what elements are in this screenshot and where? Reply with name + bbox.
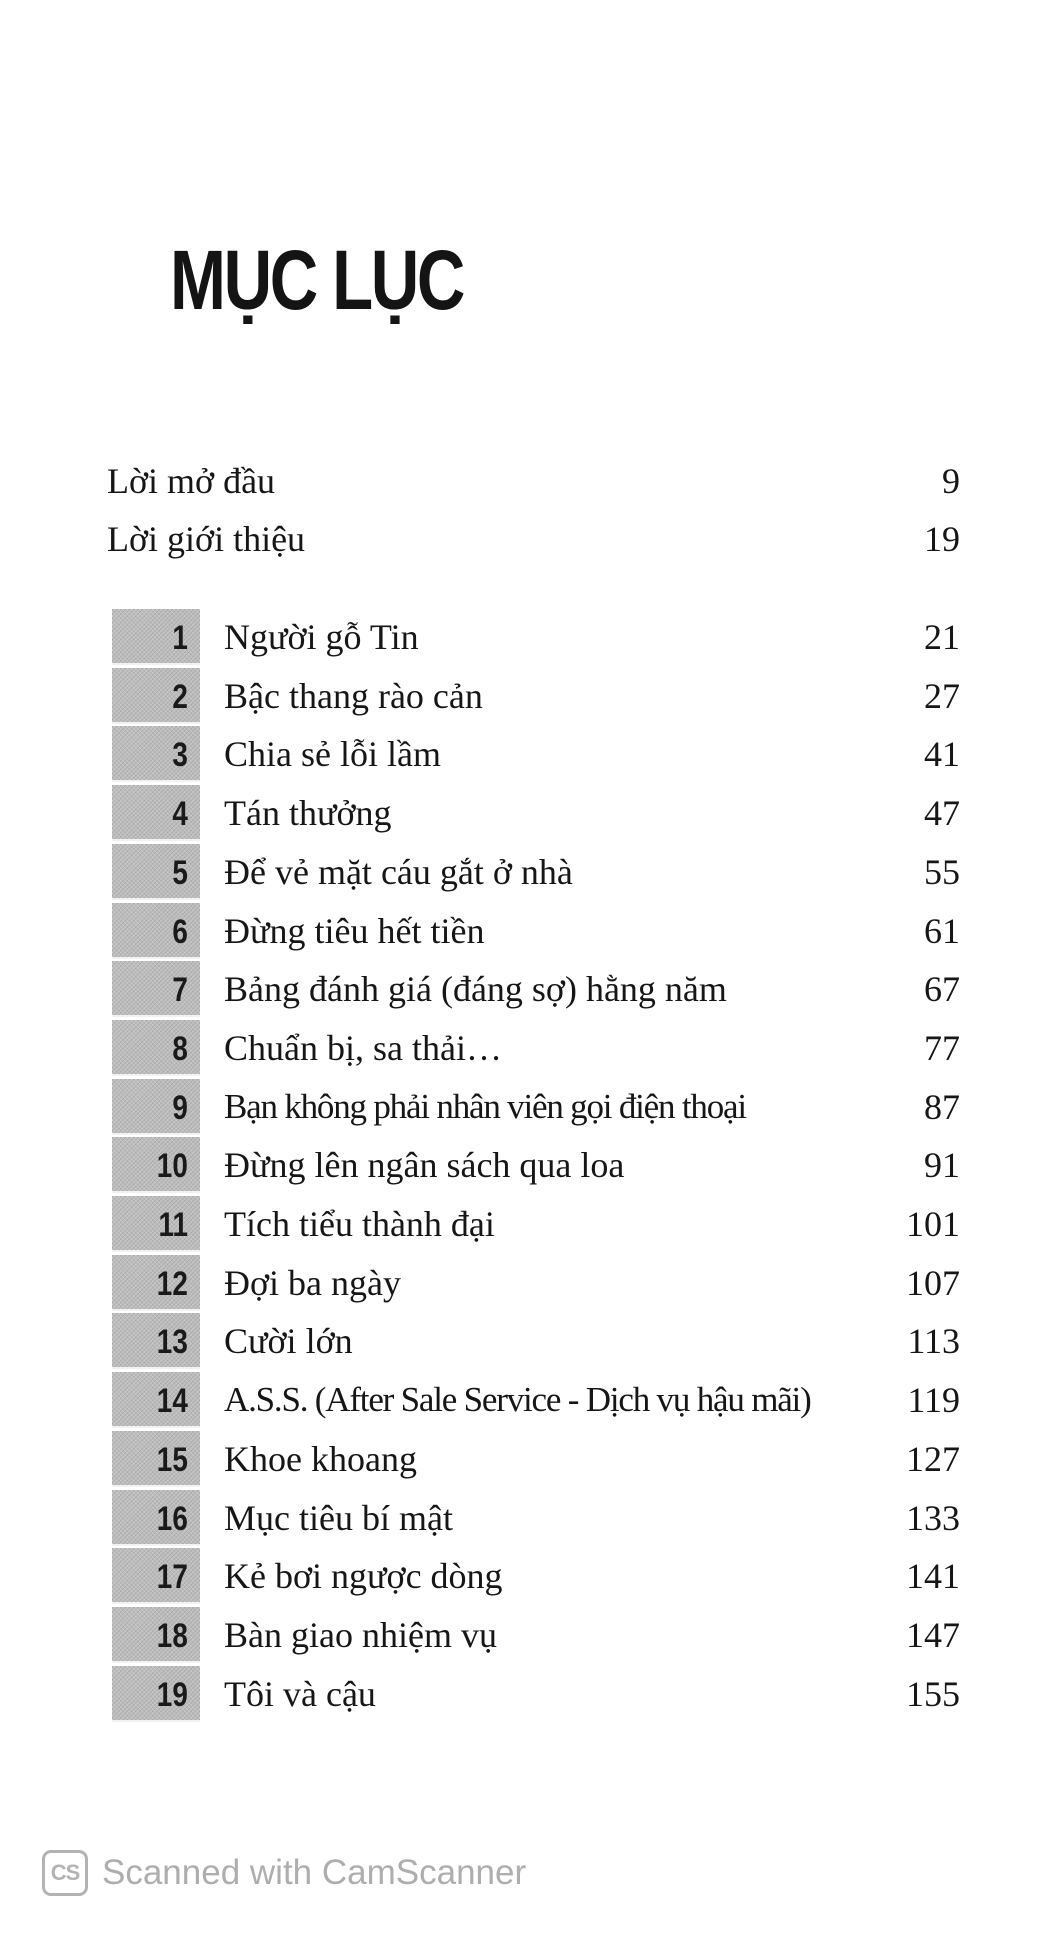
chapter-number-box [112,1666,200,1722]
toc-chapter-row[interactable] [112,1255,960,1311]
chapter-number-box [112,1079,200,1135]
chapter-number-box [112,1196,200,1252]
toc-page-number: 133 [906,1498,960,1538]
chapter-number: 16 [156,1500,188,1538]
toc-page-number: 21 [924,617,960,657]
toc-page-number: 155 [906,1674,960,1714]
chapter-title: Chuẩn bị, sa thải… [224,1028,502,1068]
chapter-number: 1 [172,619,188,657]
chapter-title: Bảng đánh giá (đáng sợ) hằng năm [224,969,727,1009]
toc-chapter-row[interactable] [112,844,960,900]
chapter-number: 14 [156,1382,188,1420]
chapter-title: Cười lớn [224,1321,353,1361]
toc-page-number: 55 [924,852,960,892]
chapter-title: Tích tiểu thành đại [224,1204,495,1244]
chapter-title: A.S.S. (After Sale Service - Dịch vụ hậu mãi) [224,1380,811,1419]
toc-chapter-row[interactable] [112,1313,960,1369]
camscanner-logo-icon: CS [42,1850,88,1896]
chapter-title: Tán thưởng [224,793,392,833]
toc-page-number: 147 [906,1615,960,1655]
toc-chapter-row[interactable] [112,1431,960,1487]
chapter-number-box [112,844,200,900]
toc-page-number: 119 [907,1380,960,1420]
chapter-number: 4 [172,795,188,833]
toc-chapter-row[interactable] [112,726,960,782]
chapter-number-box [112,1490,200,1546]
chapter-number: 15 [156,1441,188,1479]
toc-page-number: 127 [906,1439,960,1479]
toc-chapter-row[interactable] [112,1372,960,1428]
toc-page-number: 113 [907,1321,960,1361]
toc-chapter-row[interactable] [112,1196,960,1252]
chapter-number: 12 [156,1265,188,1303]
chapter-number-box [112,1020,200,1076]
chapter-number-box [112,1607,200,1663]
chapter-number-box [112,961,200,1017]
toc-page-number: 47 [924,793,960,833]
toc-page-number: 41 [924,734,960,774]
chapter-title: Bàn giao nhiệm vụ [224,1615,497,1655]
toc-intro-row[interactable] [107,456,960,506]
chapter-number: 7 [172,971,188,1009]
chapter-title: Người gỗ Tin [224,617,419,657]
toc-chapter-row[interactable] [112,668,960,724]
toc-chapter-row[interactable] [112,961,960,1017]
toc-chapter-row[interactable] [112,1079,960,1135]
chapter-title: Đừng tiêu hết tiền [224,911,485,951]
chapter-number: 10 [156,1147,188,1185]
chapter-number-box [112,903,200,959]
toc-chapter-row[interactable] [112,1137,960,1193]
chapter-number: 5 [172,854,188,892]
toc-page-number: 141 [906,1556,960,1596]
chapter-number: 6 [172,913,188,951]
chapter-title: Bạn không phải nhân viên gọi điện thoại [224,1087,746,1126]
page-title: MỤC LỤC [170,233,464,327]
chapter-number-box [112,1137,200,1193]
chapter-number: 8 [172,1030,188,1068]
toc-chapter-row[interactable] [112,1490,960,1546]
toc-page-number: 27 [924,676,960,716]
watermark-text: Scanned with CamScanner [102,1853,527,1892]
toc-chapter-row[interactable] [112,1548,960,1604]
chapter-number-box [112,1548,200,1604]
scanner-watermark [42,1848,526,1898]
toc-chapter-row[interactable] [112,785,960,841]
toc-chapter-row[interactable] [112,903,960,959]
chapter-title: Chia sẻ lỗi lầm [224,734,441,774]
chapter-number: 3 [172,736,188,774]
chapter-title: Đừng lên ngân sách qua loa [224,1145,625,1185]
chapter-title: Đợi ba ngày [224,1263,401,1303]
toc-chapter-row[interactable] [112,1666,960,1722]
chapter-title: Bậc thang rào cản [224,676,483,716]
chapter-title: Khoe khoang [224,1439,417,1479]
toc-page-number: 61 [924,911,960,951]
chapter-number-box [112,609,200,665]
toc-entry-title: Lời mở đầu [107,461,276,501]
chapter-number-box [112,1372,200,1428]
toc-page-number: 87 [924,1087,960,1127]
chapter-title: Tôi và cậu [224,1674,376,1714]
toc-intro-row[interactable] [107,514,960,564]
chapter-title: Mục tiêu bí mật [224,1498,453,1538]
toc-page-number: 9 [942,461,960,501]
toc-chapter-row[interactable] [112,1607,960,1663]
toc-entry-title: Lời giới thiệu [107,519,306,559]
chapter-number-box [112,1431,200,1487]
chapter-number-box [112,1313,200,1369]
chapter-number-box [112,668,200,724]
toc-page-number: 77 [924,1028,960,1068]
chapter-number: 11 [158,1206,188,1244]
chapter-title: Để vẻ mặt cáu gắt ở nhà [224,852,573,892]
chapter-number: 2 [172,678,188,716]
toc-page-number: 67 [924,969,960,1009]
chapter-number-box [112,785,200,841]
toc-page-number: 107 [906,1263,960,1303]
chapter-number-box [112,1255,200,1311]
chapter-number: 17 [156,1558,188,1596]
toc-chapter-row[interactable] [112,1020,960,1076]
toc-page-number: 19 [924,519,960,559]
chapter-number: 18 [156,1617,188,1655]
chapter-title: Kẻ bơi ngược dòng [224,1556,503,1596]
chapter-number-box [112,726,200,782]
chapter-number: 9 [172,1089,188,1127]
toc-chapter-row[interactable] [112,609,960,665]
toc-page-number: 101 [906,1204,960,1244]
toc-page-number: 91 [924,1145,960,1185]
chapter-number: 19 [156,1676,188,1714]
chapter-number: 13 [156,1323,188,1361]
